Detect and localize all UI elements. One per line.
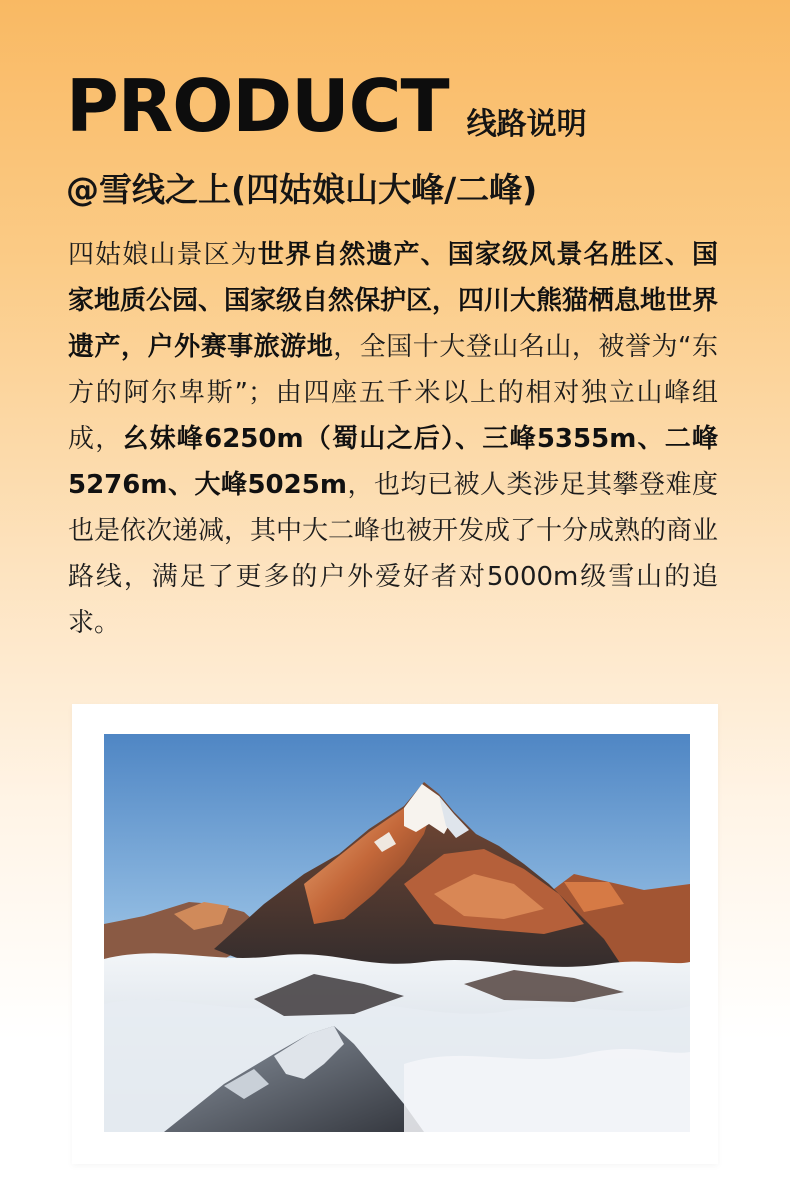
description-segment: ，也均已被人类涉足其攀登难度也是依次递减，其中大二峰也被开发成了十分成熟的商业路线，满足了更多的户外爱好者对5000m级雪山的追求。: [68, 470, 719, 638]
brand-subtitle: 线路说明: [466, 107, 587, 142]
description-segment-bold: 幺妹峰6250m（蜀山之后）、三峰5355m、二峰5276m、大峰5025m: [68, 424, 718, 500]
description-segment-bold: 世界自然遗产、国家级风景名胜区、国家地质公园、国家级自然保护区，四川大熊猫栖息地世界遗产，户外赛事旅游地: [68, 240, 719, 362]
route-description: [68, 232, 718, 646]
route-title: @雪线之上(四姑娘山大峰/二峰): [66, 170, 538, 209]
snow-mountain-photo: [104, 734, 690, 1132]
description-segment: 四姑娘山景区为: [68, 240, 258, 270]
photo-frame: [72, 704, 718, 1164]
description-segment: ，全国十大登山名山，被誉为“东方的阿尔卑斯”；由四座五千米以上的相对独立山峰组成，: [68, 332, 718, 454]
brand-title: PRODUCT: [66, 64, 449, 148]
header: [66, 64, 587, 148]
